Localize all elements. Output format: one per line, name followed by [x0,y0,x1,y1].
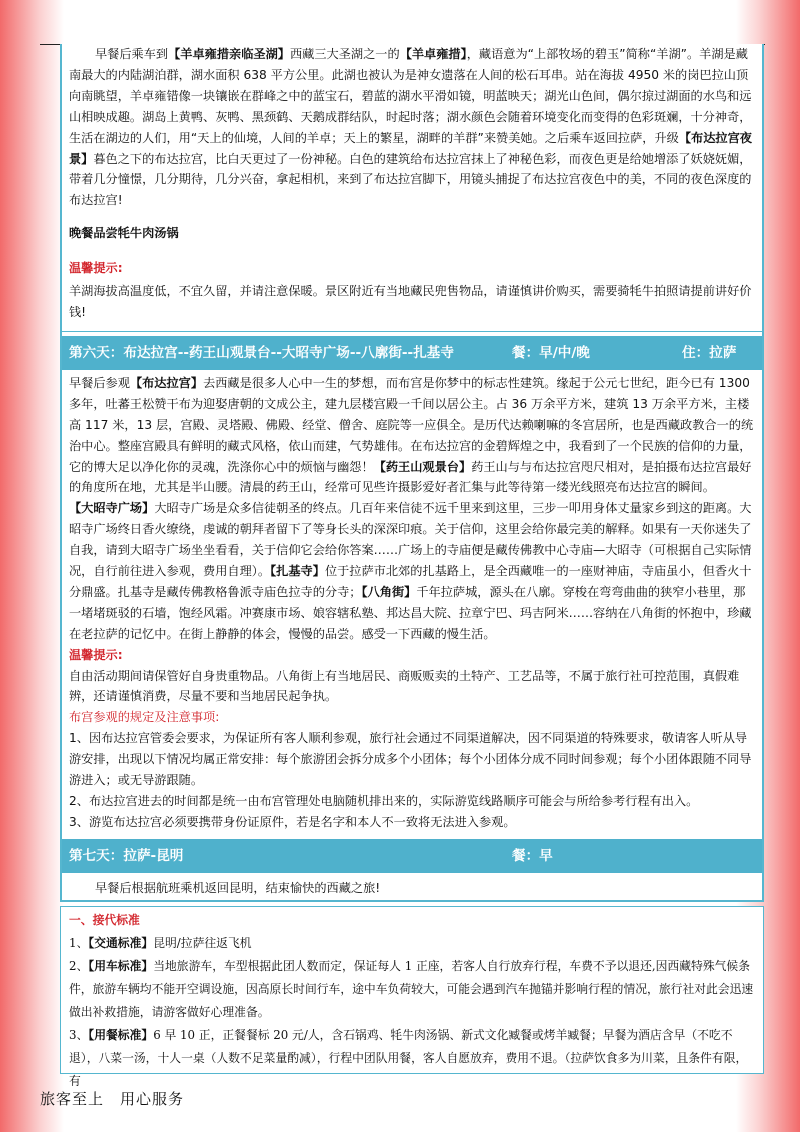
day6-stay: 住：拉萨 [682,344,737,361]
standards-heading: 一、接代标准 [69,913,140,927]
day6-text-1b: 去西藏是很多人心中一生的梦想，而布宫是你梦中的标志性建筑。缘起于公元七世纪，距今已有 1300 多年，吐蕃王松赞干布为迎娶唐朝的文成公主，建九层楼宫殿一千间以居公主。占 36 万余平方米，建筑 13 万余平方米，主楼高 117 米，13 层，宫殿、灵塔殿、佛殿、经堂、僧舍、庭院等一应俱全。是历代达赖喇嘛的冬宫居所，也是西藏政教合一的统治中心。整座宫殿具有鲜明的藏式风格，依山而建，气势雄伟。在布达拉宫的金碧辉煌之中，我看到了一个民族的信仰的力量，它的博大足以净化你的灵魂，洗涤你心中的烦恼与幽怨！ [69,375,754,474]
day6-tip-title: 温馨提示: [69,647,123,662]
day5-section [62,44,762,323]
day7-header [62,839,762,873]
transport-standard-text: 昆明/拉萨往返飞机 [153,936,252,950]
highlight-potala: 【布达拉宫】 [129,375,204,390]
day5-intro: 早餐后乘车到 [95,47,169,61]
day5-tip-title: 温馨提示: [69,261,123,276]
highlight-yaowang-mountain: 【药王山观景台】 [373,459,472,474]
day5-text-1: 西藏三大圣湖之一的 [290,47,400,61]
day5-text-2: ，藏语意为“上部牧场的碧玉”简称“羊湖”。羊湖是藏南最大的内陆湖泊群，湖水面积 638 平方公里。此湖也被认为是神女遗落在人间的松石耳串。站在海拔 4950 米的岗巴拉山顶向南眺望，羊卓雍错像一块镶嵌在群峰之中的蓝宝石，碧蓝的湖水平滑如镜，明蓝映天；湖光山色间，偶尔掠过湖面的水鸟和远山相映成趣。湖岛上黄鸭、灰鸭、黑颈鹤、天鹅成群结队，时起时落；湖水颜色会随着环境变化而变得的色彩斑斓，十分神奇，生活在湖边的人们，用“天上的仙境，人间的羊卓；天上的繁星，湖畔的羊群”来赞美她。之后乘车返回拉萨，升级 [69,47,752,145]
section-divider [62,331,762,332]
footer-slogan: 旅客至上 用心服务 [40,1090,185,1108]
day6-paragraph-1 [69,373,755,498]
day5-tip-text: 羊湖海拔高温度低，不宜久留，并请注意保暖。景区附近有当地藏民兜售物品，请谨慎讲价购买，需要骑牦牛拍照请提前讲好价钱! [69,284,752,319]
potala-rule-3: 3、游览布达拉宫必须要携带身份证原件，若是名字和本人不一致将无法进入参观。 [69,814,516,829]
day7-title: 第七天：拉萨-昆明 [69,847,184,864]
potala-rule-2: 2、布达拉宫进去的时间都是统一由布宫管理处电脑随机排出来的，实际游览线路顺序可能会与所给参考行程有出入。 [69,794,699,808]
day5-text-3: 暮色之下的布达拉宫，比白天更过了一份神秘。白色的建筑给布达拉宫抹上了神秘色彩，而夜色更是给她增添了妖娆妩媚，带着几分憧憬，几分期待，几分兴奋，拿起相机，来到了布达拉宫脚下，用镜头捕捉了布达拉宫夜色中的美，不同的夜色深度的布达拉宫! [69,151,752,208]
highlight-zhaji-temple: 【扎基寺】 [270,564,325,579]
day5-dinner: 晚餐品尝牦牛肉汤锅 [69,226,179,241]
day7-section [62,873,762,899]
day7-text: 早餐后根据航班乘机返回昆明，结束愉快的西藏之旅! [95,880,381,895]
day6-text-2a: 大昭寺广场是众多信徒朝圣的终点。几百年来信徒不远千里来到这里，三步一叩用身体丈量家乡到这的距离。大昭寺广场终日香火缭绕，虔诚的朝拜者留下了等身长头的深深印痕。关于信仰，这里会给你最完美的解释。如果有一天你迷失了自我，请到大昭寺广场坐坐看看，关于信仰它会给你答案……广场上的寺庙便是藏传佛教中心寺庙—大昭寺（可根据自己实际情况，自行前往进入参观，费用自理）。 [69,501,752,579]
highlight-potala-night: 【布达拉宫夜景】 [69,130,752,166]
transport-standard-label: 【交通标准】 [88,936,154,950]
day6-paragraph-2 [69,498,755,644]
day6-tip-text: 自由活动期间请保管好自身贵重物品。八角街上有当地居民、商贩贩卖的土特产、工艺品等，不属于旅行社可控范围，真假难辨，还请谨慎消费，尽量不要和当地居民起争执。 [69,668,740,704]
vehicle-standard [69,955,755,1024]
day6-title: 第六天：布达拉宫--药王山观景台--大昭寺广场--八廓街--扎基寺 [69,344,454,361]
vehicle-standard-text: 当地旅游车，车型根据此团人数而定，保证每人 1 正座，若客人自行放弃行程，车费不予以退还,因西藏特殊气候条件，旅游车辆均不能开空调设施，因高原长时间行车，途中车负荷较大，可能会遇到汽车抛锚并影响行程的情况，旅行社对此会迅速做出补救措施，请游客做好心理准备。 [69,959,754,1019]
day6-section [62,370,762,833]
day6-text-2b: 位于拉萨市北郊的扎基路上，是全西藏唯一的一座财神庙，寺庙虽小，但香火十分鼎盛。扎基寺是藏传佛教格鲁派寺庙色拉寺的分寺； [69,564,752,599]
highlight-yamdrok-holy-lake: 【羊卓雍措亲临圣湖】 [168,47,290,61]
meal-standard-text: 6 早 10 正，正餐餐标 20 元/人，含石锅鸡、牦牛肉汤锅、新式文化臧餐或烤羊臧餐；早餐为酒店含早（不吃不退），八菜一汤，十人一桌（人数不足菜量酌减），行程中团队用餐，客人自愿放弃，费用不退。（拉萨饮食多为川菜，且条件有限，有 [69,1028,748,1088]
day6-header [62,336,762,370]
day5-paragraph [69,44,755,211]
day6-meal: 餐：早/中/晚 [512,344,590,361]
itinerary-panel [60,44,764,902]
highlight-barkhor-street: 【八角街】 [361,584,417,599]
item-number: 2、 [69,959,89,973]
item-number: 3、 [69,1028,89,1042]
day7-meal: 餐：早 [512,847,553,864]
highlight-yamdrok: 【羊卓雍措】 [399,47,467,61]
day6-text-2c: 千年拉萨城，源头在八廓。穿梭在弯弯曲曲的狭窄小巷里，那一堵堵斑驳的石墙，饱经风霜。冲赛康市场、娘容辖私塾、邦达昌大院、拉章宁巴、玛吉阿米……容纳在八角街的怀抱中，珍藏在老拉萨的记忆中。在街上静静的体会，慢慢的品尝。感受一下西藏的慢生活。 [69,584,752,641]
highlight-jokhang-square: 【大昭寺广场】 [69,501,155,516]
potala-rule-1: 1、因布达拉宫管委会要求，为保证所有客人顺利参观，旅行社会通过不同渠道解决，因不同渠道的特殊要求，敬请客人听从导游安排，出现以下情况均属正常安排：每个旅游团会拆分成多个小团体；每个小团体分成不同时间参观；每个小团体跟随不同导游进入；或无导游跟随。 [69,731,752,788]
service-standards-panel [60,906,764,1088]
meal-standard [69,1024,755,1093]
day6-text-1c: 药王山与与布达拉宫咫尺相对，是拍摄布达拉宫最好的角度所在地，尤其是半山腰。清晨的药王山，经常可见些许摄影爱好者汇集与此等待第一缕光线照亮布达拉宫的瞬间。 [69,459,752,495]
transport-standard [69,932,755,955]
potala-rules-title: 布宫参观的规定及注意事项: [69,710,220,725]
meal-standard-label: 【用餐标准】 [88,1028,154,1042]
day6-text-1a: 早餐后参观 [69,375,130,390]
item-number: 1、 [69,936,89,950]
vehicle-standard-label: 【用车标准】 [88,959,154,973]
